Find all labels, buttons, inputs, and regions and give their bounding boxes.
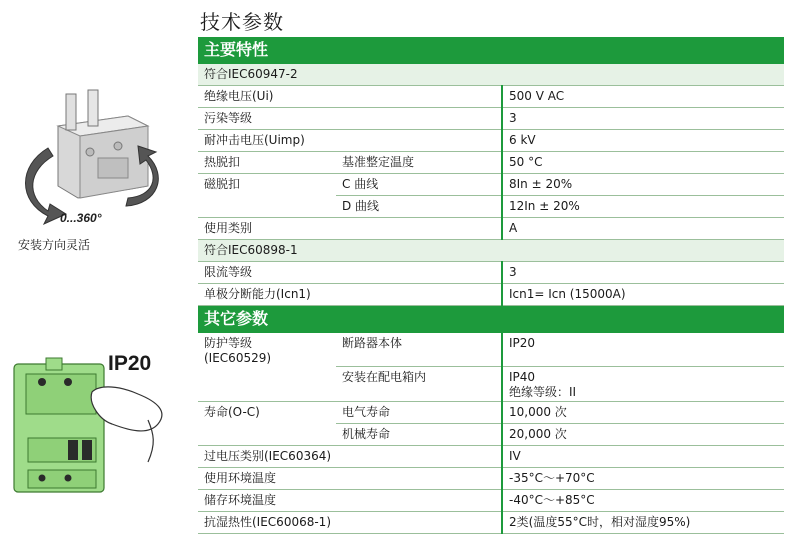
param-sublabel: 基准整定温度 [336,152,502,174]
param-value: IP20 [502,333,784,367]
param-label [198,333,336,367]
param-value: 500 V AC [502,86,784,108]
table-row [198,511,784,533]
table-row [198,366,784,401]
param-value: 3 [502,262,784,284]
param-label: 使用类别 [198,218,502,240]
param-value: A [502,218,784,240]
param-value [502,366,784,401]
table-row [198,108,784,130]
param-sublabel: 电气寿命 [336,401,502,423]
breaker-grey-body [58,90,148,198]
table-row [198,196,784,218]
param-label-line: 防护等级 [204,336,253,350]
rotation-illustration [8,86,183,256]
param-value: 50 °C [502,152,784,174]
param-label-empty [198,196,336,218]
param-label: 污染等级 [198,108,502,130]
table-row [198,218,784,240]
param-label: 绝缘电压(Ui) [198,86,502,108]
ip20-illustration [8,352,183,502]
param-value: IV [502,445,784,467]
standard-row [198,64,784,86]
param-label-empty [198,366,336,401]
table-row [198,333,784,367]
param-value: Icn1= Icn (15000A) [502,284,784,306]
section-title: 其它参数 [198,306,784,333]
param-value: -40°C～+85°C [502,489,784,511]
spec-table [198,37,784,534]
standard-row [198,240,784,262]
section-header-other [198,306,784,333]
table-row [198,467,784,489]
section-header-main [198,37,784,64]
table-row [198,152,784,174]
param-label: 单极分断能力(Icn1) [198,284,502,306]
param-label: 寿命(O-C) [204,404,260,419]
param-sublabel: 断路器本体 [336,333,502,367]
table-row [198,423,784,445]
param-label: 限流等级 [198,262,502,284]
param-label-line: (IEC60529) [204,351,272,365]
param-value: 6 kV [502,130,784,152]
param-value: 8In ± 20% [502,174,784,196]
param-label: 储存环境温度 [198,489,502,511]
param-value: -35°C～+70°C [502,467,784,489]
table-row [198,445,784,467]
breaker-green-body [14,358,104,492]
param-sublabel: D 曲线 [336,196,502,218]
param-label: 使用环境温度 [198,467,502,489]
param-value: 3 [502,108,784,130]
param-value: 12In ± 20% [502,196,784,218]
table-row [198,262,784,284]
table-row [198,174,784,196]
table-row [198,489,784,511]
section-title: 主要特性 [198,37,784,64]
table-row [198,130,784,152]
param-label: 耐冲击电压(Uimp) [198,130,502,152]
param-value-line: IP40 [509,369,536,384]
param-label: 过电压类别(IEC60364) [198,445,502,467]
table-row [198,401,784,423]
param-value: 2类(温度55°C时，相对湿度95%) [502,511,784,533]
param-sublabel: C 曲线 [336,174,502,196]
param-label: 抗湿热性(IEC60068-1) [198,511,502,533]
param-sublabel: 安装在配电箱内 [336,366,502,401]
standard-label: 符合IEC60898-1 [198,240,784,262]
param-sublabel: 机械寿命 [336,423,502,445]
param-label-empty [198,423,336,445]
param-value-line: 绝缘等级：II [509,384,577,399]
rotation-range-label: 0...360° [60,211,102,225]
standard-label: 符合IEC60947-2 [198,64,784,86]
param-label: 热脱扣 [198,152,336,174]
rotation-caption: 安装方向灵活 [18,238,91,252]
page-title: 技术参数 [200,10,284,34]
param-value: 20,000 次 [502,423,784,445]
table-row [198,284,784,306]
table-row [198,86,784,108]
param-label: 磁脱扣 [204,177,241,191]
param-value: 10,000 次 [502,401,784,423]
ip-rating-label: IP20 [108,352,152,375]
